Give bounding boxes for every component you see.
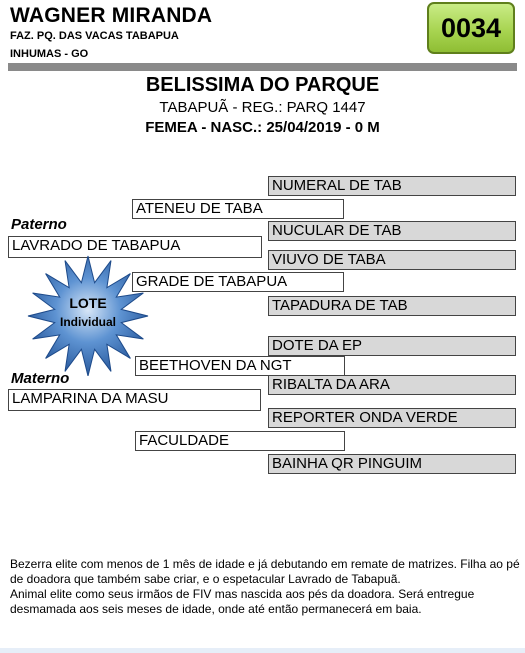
pedigree-sire: LAVRADO DE TABAPUA — [8, 236, 262, 258]
description-paragraph: Bezerra elite com menos de 1 mês de idade e já debutando em remate de matrizes. Filha ao pé de doadora que também sabe criar, e o espetacular Lavrado de Tabapuã. — [10, 557, 520, 586]
description — [10, 557, 520, 617]
animal-name: BELISSIMA DO PARQUE — [145, 74, 380, 96]
paternal-label: Paterno — [11, 216, 67, 233]
farm-name: FAZ. PQ. DAS VACAS TABAPUA — [10, 30, 179, 42]
lot-number-badge: 0034 — [427, 2, 515, 54]
pedigree-dam-dam: FACULDADE — [135, 431, 345, 451]
pedigree-dam: LAMPARINA DA MASU — [8, 389, 261, 411]
pedigree-ds-sire: DOTE DA EP — [268, 336, 516, 356]
pedigree-sd-dam: TAPADURA DE TAB — [268, 296, 516, 316]
badge-line1: LOTE — [69, 295, 107, 311]
animal-registration: TABAPUÃ - REG.: PARQ 1447 — [159, 99, 366, 116]
description-paragraph: Animal elite como seus irmãos de FIV mas nascida aos pés da doadora. Será entregue desmamada aos seis meses de idade, onde até então permanecerá em baia. — [10, 587, 475, 616]
maternal-label: Materno — [11, 370, 70, 387]
pedigree-ss-sire: NUMERAL DE TAB — [268, 176, 516, 196]
pedigree-ss-dam: NUCULAR DE TAB — [268, 221, 516, 241]
pedigree-dd-sire: REPORTER ONDA VERDE — [268, 408, 516, 428]
owner-name: WAGNER MIRANDA — [10, 4, 213, 27]
animal-sex-birth: FEMEA - NASC.: 25/04/2019 - 0 M — [145, 119, 380, 136]
bottom-strip — [0, 648, 525, 653]
badge-line2: Individual — [59, 315, 117, 329]
pedigree-sire-sire: ATENEU DE TABA — [132, 199, 344, 219]
pedigree-dd-dam: BAINHA QR PINGUIM — [268, 454, 516, 474]
pedigree-sd-sire: VIUVO DE TABA — [268, 250, 516, 270]
pedigree-sire-dam: GRADE DE TABAPUA — [132, 272, 344, 292]
pedigree-dam-sire: BEETHOVEN DA NGT — [135, 356, 345, 376]
header-divider — [8, 63, 517, 71]
location: INHUMAS - GO — [10, 48, 89, 60]
pedigree-ds-dam: RIBALTA DA ARA — [268, 375, 516, 395]
